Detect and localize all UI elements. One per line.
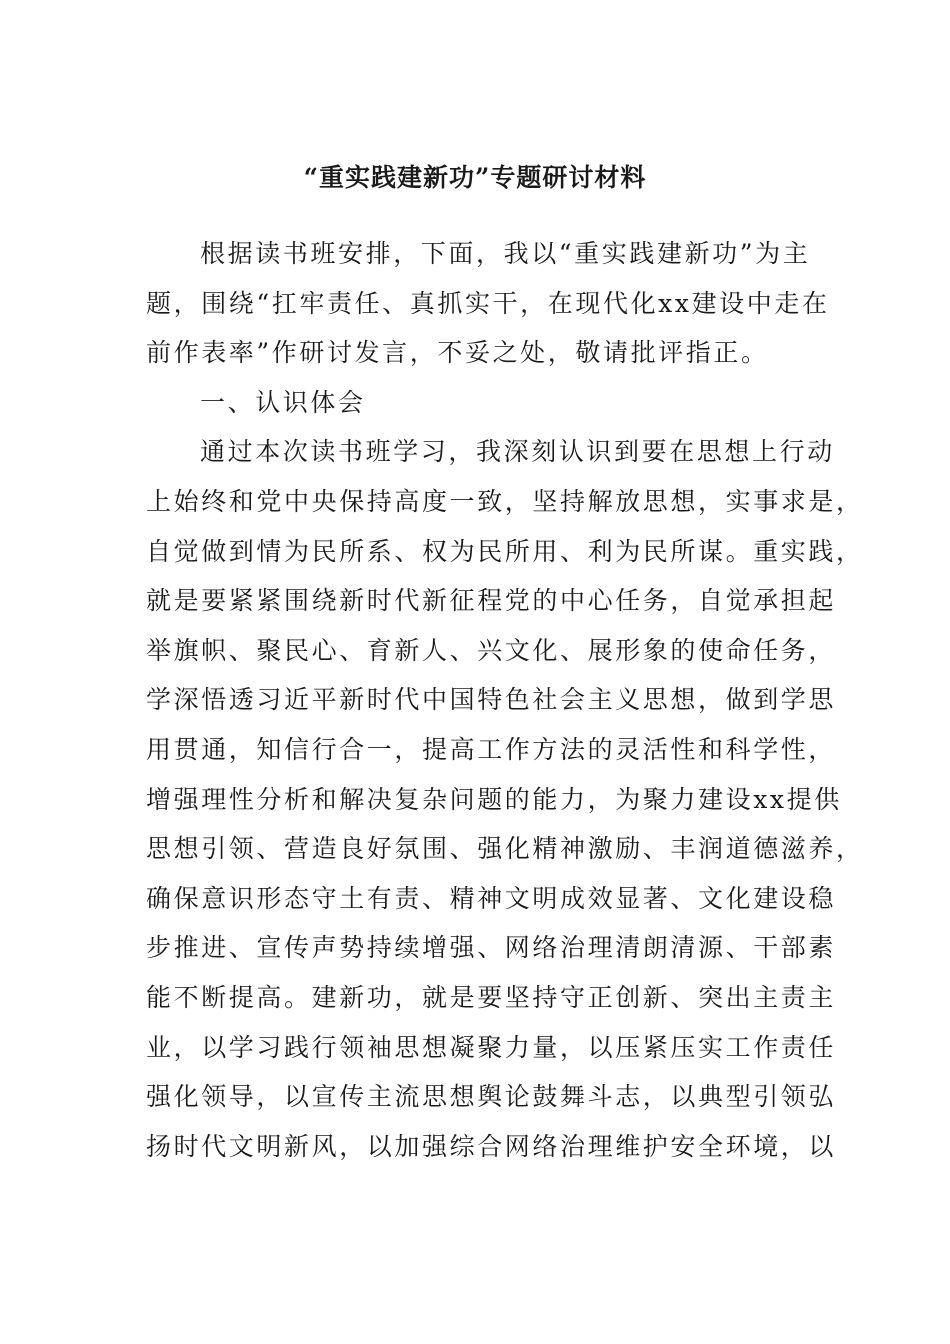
text-line: 步推进、宣传声势持续增强、网络治理清朗清源、干部素 xyxy=(146,933,837,963)
section-heading: 一、认识体会 xyxy=(200,387,366,417)
text-line: 根据读书班安排，下面，我以“重实践建新功”为主 xyxy=(200,239,811,268)
text-line: 通过本次读书班学习，我深刻认识到要在思想上行动 xyxy=(200,437,835,467)
text-line: 扬时代文明新风，以加强综合网络治理维护安全环境，以 xyxy=(146,1131,837,1161)
text-line: 用贯通，知信行合一，提高工作方法的灵活性和科学性， xyxy=(146,734,837,764)
text-line: 题，围绕“扛牢责任、真抓实干，在现代化xx建设中走在 xyxy=(146,288,830,318)
text-line: 学深悟透习近平新时代中国特色社会主义思想，做到学思 xyxy=(146,685,837,715)
text-line: 上始终和党中央保持高度一致，坚持解放思想，实事求是， xyxy=(146,486,864,516)
text-line: 前作表率”作研讨发言，不妥之处，敬请批评指正。 xyxy=(146,338,769,368)
text-line: 确保意识形态守土有责、精神文明成效显著、文化建设稳 xyxy=(146,883,837,913)
text-line: 强化领导，以宣传主流思想舆论鼓舞斗志，以典型引领弘 xyxy=(146,1082,837,1112)
text-line: 能不断提高。建新功，就是要坚持守正创新、突出主责主 xyxy=(146,982,837,1012)
text-line: 业，以学习践行领袖思想凝聚力量，以压紧压实工作责任 xyxy=(146,1032,837,1062)
text-line: 举旗帜、聚民心、育新人、兴文化、展形象的使命任务， xyxy=(146,635,837,665)
text-line: 就是要紧紧围绕新时代新征程党的中心任务，自觉承担起 xyxy=(146,586,837,616)
text-line: 自觉做到情为民所系、权为民所用、利为民所谋。重实践， xyxy=(146,536,864,566)
text-line: 思想引领、营造良好氛围、强化精神激励、丰润道德滋养， xyxy=(146,834,864,864)
text-line: 增强理性分析和解决复杂问题的能力，为聚力建设xx提供 xyxy=(146,784,842,814)
document-title: “重实践建新功”专题研讨材料 xyxy=(303,163,647,192)
document-body xyxy=(146,229,864,1171)
